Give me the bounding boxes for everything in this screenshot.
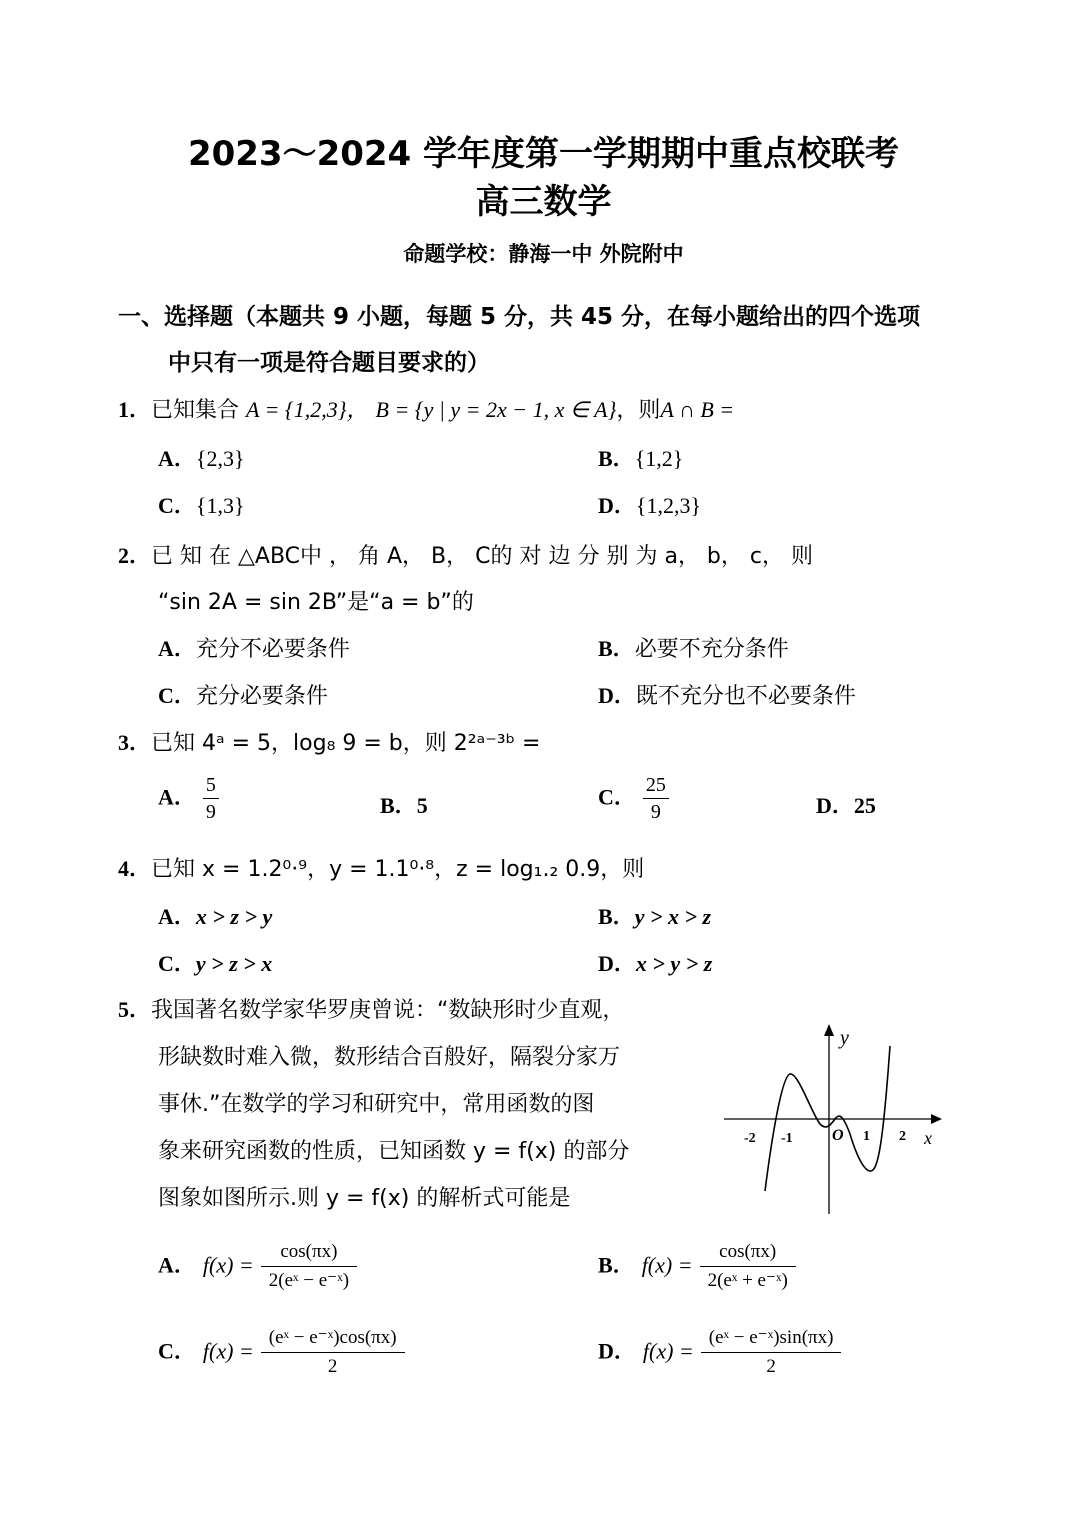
option-text: 必要不充分条件 [634, 637, 789, 662]
option-text: x > z > y [195, 904, 273, 929]
option-lhs: f(x) = [202, 1338, 254, 1364]
exam-title: 2023～2024 学年度第一学期期中重点校联考 [187, 134, 900, 174]
q5-line: 形缺数时难入微，数形结合百般好，隔裂分家万 [158, 1045, 621, 1070]
tick-label: -1 [781, 1131, 793, 1146]
option-letter: B． [598, 446, 635, 471]
option-b[interactable] [598, 1238, 796, 1295]
option-letter: A． [158, 446, 196, 471]
option-letter: A． [158, 904, 196, 929]
schools-line: 命题学校：静海一中 外院附中 [403, 242, 684, 266]
exam-subject: 高三数学 [475, 182, 612, 222]
option-a[interactable] [158, 442, 245, 473]
section-heading: 一、选择题（本题共 9 小题，每题 5 分，共 45 分，在每小题给出的四个选项 [118, 304, 921, 330]
question-5 [118, 993, 624, 1024]
q4-text: 已知 x = 1.2⁰·⁹，y = 1.1⁰·⁸，z = log₁.₂ 0.9，则 [151, 857, 645, 882]
option-a[interactable] [158, 900, 272, 931]
fraction-numerator: (eˣ − e⁻ˣ)sin(πx) [701, 1324, 842, 1353]
option-c[interactable] [158, 1324, 405, 1381]
option-lhs: f(x) = [642, 1338, 694, 1364]
fraction-denominator: 2 [766, 1356, 776, 1377]
option-a[interactable] [158, 1238, 357, 1295]
y-axis-label: y [840, 1027, 849, 1049]
fraction-numerator: 5 [203, 772, 219, 799]
option-text: 既不充分也不必要条件 [635, 684, 856, 709]
option-lhs: f(x) = [202, 1252, 254, 1278]
option-letter: B． [380, 793, 417, 818]
option-text: 25 [853, 793, 876, 818]
fraction-numerator: cos(πx) [261, 1238, 357, 1267]
fraction [203, 772, 219, 825]
question-2-cont: “sin 2A = sin 2B”是“a = b”的 [158, 590, 474, 615]
option-text: {1,2} [634, 446, 684, 471]
fraction [261, 1324, 405, 1381]
q1-text: 已知集合 [151, 398, 240, 423]
option-c[interactable] [158, 489, 245, 520]
option-d[interactable] [598, 1324, 841, 1381]
fraction-numerator: 25 [643, 772, 669, 799]
y-axis-arrow [824, 1024, 834, 1036]
q1-then: ，则 [616, 398, 661, 423]
option-d[interactable] [816, 789, 876, 820]
option-b[interactable] [380, 789, 428, 820]
fraction [261, 1238, 357, 1295]
option-text: {1,3} [195, 493, 245, 518]
option-text: 充分不必要条件 [195, 637, 350, 662]
q5-line: 图象如图所示.则 y = f(x) 的解析式可能是 [158, 1186, 571, 1211]
origin-label: O [832, 1127, 844, 1144]
q2-line1: 已 知 在 △ABC中 ， 角 A， B， C的 对 边 分 别 为 a， b， c， 则 [151, 544, 813, 569]
option-a[interactable] [158, 772, 219, 825]
option-d[interactable] [598, 489, 701, 520]
q5-line: 我国著名数学家华罗庚曾说：“数缺形时少直观， [151, 998, 625, 1023]
fraction-denominator: 9 [650, 801, 661, 823]
question-3 [118, 726, 540, 757]
set-a: A = {1,2,3}， [246, 397, 369, 422]
option-d[interactable] [598, 947, 712, 978]
option-c[interactable] [158, 679, 328, 710]
question-4 [118, 852, 644, 883]
q1-ask: A ∩ B = [660, 397, 735, 422]
option-letter: A． [158, 1252, 196, 1278]
option-text: x > y > z [635, 951, 713, 976]
option-letter: C． [158, 951, 196, 976]
option-text: {2,3} [195, 446, 245, 471]
fraction-denominator: 2(eˣ − e⁻ˣ) [268, 1270, 350, 1291]
option-letter: D． [598, 493, 636, 518]
fraction-denominator: 2(eˣ + e⁻ˣ) [707, 1270, 788, 1291]
option-letter: A． [158, 784, 196, 810]
function-graph [716, 1016, 956, 1221]
option-letter: B． [598, 1252, 635, 1278]
option-text: 充分必要条件 [195, 684, 328, 709]
option-text: 5 [416, 793, 428, 818]
q5-line: 事休.”在数学的学习和研究中，常用函数的图 [158, 1092, 595, 1117]
tick-label: 1 [863, 1129, 870, 1144]
fraction [701, 1324, 842, 1381]
q3-text: 已知 4ᵃ = 5，log₈ 9 = b，则 2²ᵃ⁻³ᵇ = [151, 731, 541, 756]
question-number: 3． [118, 730, 152, 755]
option-letter: D． [598, 951, 636, 976]
tick-label: 2 [899, 1129, 906, 1144]
option-d[interactable] [598, 679, 856, 710]
fraction [643, 772, 669, 825]
fraction-denominator: 9 [205, 801, 216, 823]
fraction [700, 1238, 796, 1295]
tick-label: -2 [744, 1131, 756, 1146]
option-letter: D． [598, 1338, 636, 1364]
question-2 [118, 539, 813, 570]
option-b[interactable] [598, 632, 789, 663]
fraction-denominator: 2 [327, 1356, 338, 1377]
q5-line: 象来研究函数的性质，已知函数 y = f(x) 的部分 [158, 1139, 630, 1164]
option-text: {1,2,3} [635, 493, 702, 518]
option-b[interactable] [598, 900, 711, 931]
question-number: 4． [118, 856, 152, 881]
option-letter: D． [816, 793, 854, 818]
option-c[interactable] [598, 772, 669, 825]
option-lhs: f(x) = [641, 1252, 693, 1278]
set-b: B = {y | y = 2x − 1, x ∈ A} [375, 397, 617, 422]
question-number: 2． [118, 543, 152, 568]
option-text: y > x > z [634, 904, 712, 929]
option-letter: B． [598, 904, 635, 929]
question-1 [118, 393, 734, 424]
option-letter: D． [598, 683, 636, 708]
option-letter: C． [158, 493, 196, 518]
fraction-numerator: (eˣ − e⁻ˣ)cos(πx) [261, 1324, 405, 1353]
option-c[interactable] [158, 947, 272, 978]
option-letter: C． [598, 784, 636, 810]
option-b[interactable] [598, 442, 683, 473]
option-letter: C． [158, 683, 196, 708]
section-heading-cont: 中只有一项是符合题目要求的） [168, 350, 490, 376]
x-axis-arrow [931, 1114, 942, 1124]
option-a[interactable] [158, 632, 350, 663]
fraction-numerator: cos(πx) [700, 1238, 796, 1267]
option-text: y > z > x [195, 951, 273, 976]
option-letter: C． [158, 1338, 196, 1364]
question-number: 1． [118, 397, 152, 422]
x-axis-label: x [924, 1128, 932, 1148]
option-letter: B． [598, 636, 635, 661]
question-number: 5． [118, 997, 152, 1022]
option-letter: A． [158, 636, 196, 661]
